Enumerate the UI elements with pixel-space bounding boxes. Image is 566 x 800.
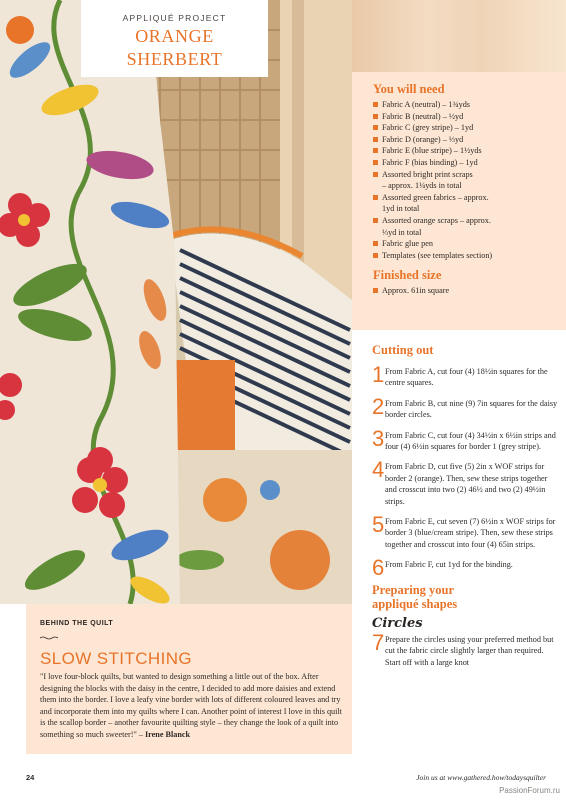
step-2 (372, 393, 560, 421)
list-item: Approx. 61in square (373, 285, 563, 297)
title-block (81, 0, 268, 77)
step-text: From Fabric D, cut five (5) 2in x WOF strips for border 2 (orange). Then, sew these strips together and crosscut into two (2) 46½ and two (2) 49½in strips. (385, 462, 548, 506)
step-4 (372, 457, 560, 507)
circles-subheading: Circles (372, 615, 423, 631)
step-number: 4 (372, 457, 385, 483)
behind-the-quilt-box (26, 604, 352, 754)
list-item-continued: ⅓yd in total (382, 227, 422, 237)
slow-stitching-heading: SLOW STITCHING (40, 649, 192, 668)
list-item: Assorted bright print scraps (373, 169, 563, 181)
step-number: 6 (372, 555, 385, 581)
step-number: 7 (372, 629, 385, 655)
step-text: From Fabric C, cut four (4) 34½in x 6½in strips and four (4) 6½in squares for border 1 (grey stripe). (385, 430, 556, 452)
preparing-heading-line1: Preparing your (372, 582, 455, 597)
list-item: Fabric glue pen (373, 238, 563, 250)
finished-size-heading: Finished size (373, 268, 442, 283)
designer-quote (40, 671, 346, 741)
step-3 (372, 425, 560, 453)
background-curtain (352, 0, 566, 72)
page-footer (26, 773, 546, 785)
step-number: 1 (372, 362, 385, 387)
page-number: 24 (26, 773, 35, 782)
list-item: Templates (see templates section) (373, 250, 563, 262)
quote-text: "I love four-block quilts, but wanted to design something a little out of the box. After designing the blocks with the daisy in the centre, I decided to add more daisies and extend them into the border. I love a leafy vine border with lots of different coloured leaves and try and incorporate them into my quilts where I can. Another point of interest I love in this quilt is the scallop border – another favourite quilting style – they change the look of a quilt into something so much sweeter!" – (40, 672, 342, 739)
step-number: 2 (372, 393, 385, 419)
list-item: Fabric D (orange) – ⅓yd (373, 134, 563, 146)
list-item: Assorted green fabrics – approx. (373, 192, 563, 204)
materials-list (373, 99, 563, 261)
list-item: Fabric A (neutral) – 1¾yds (373, 99, 563, 111)
watermark: PassionForum.ru (499, 786, 560, 795)
finished-size-list (373, 285, 563, 297)
step-6 (372, 555, 560, 581)
step-text: From Fabric E, cut seven (7) 6½in x WOF strips for border 3 (blue/cream stripe). Then, sew these strips together and crosscut into four (4) 65in strips. (385, 517, 556, 549)
materials-panel (352, 0, 566, 330)
project-title-line1: ORANGE (135, 26, 214, 46)
step-5 (372, 512, 560, 550)
quote-author: Irene Blanck (144, 729, 191, 739)
cutting-out-section (372, 343, 560, 668)
step-7 (372, 629, 560, 668)
step-text: Prepare the circles using your preferred method but cut the fabric circle slightly larger than required. Start off with a large knot (385, 634, 554, 667)
list-item-continued: – approx. 1¼yds in total (382, 181, 462, 191)
list-item: Fabric B (neutral) – ½yd (373, 111, 563, 123)
step-1 (372, 362, 560, 389)
list-item-continued: 1yd in total (382, 204, 420, 214)
list-item: Fabric C (grey stripe) – 1yd (373, 122, 563, 134)
behind-the-quilt-label: BEHIND THE QUILT (40, 620, 114, 627)
project-kicker: APPLIQUÉ PROJECT (122, 13, 227, 23)
cutting-out-heading: Cutting out (372, 343, 434, 357)
quilt-photo (0, 0, 352, 604)
signature-squiggle-icon (40, 636, 58, 640)
list-item: Assorted orange scraps – approx. (373, 215, 563, 227)
preparing-heading-line2: appliqué shapes (372, 596, 458, 611)
project-title-line2: SHERBERT (126, 49, 223, 69)
step-number: 3 (372, 425, 385, 451)
step-text: From Fabric A, cut four (4) 18½in squares for the centre squares. (385, 367, 548, 388)
preparing-heading (372, 583, 560, 611)
join-us-link[interactable]: Join us at www.gathered.how/todaysquilter (416, 773, 546, 782)
step-number: 5 (372, 512, 385, 538)
list-item: Fabric F (bias binding) – 1yd (373, 157, 563, 169)
step-text: From Fabric F, cut 1yd for the binding. (385, 560, 513, 570)
step-text: From Fabric B, cut nine (9) 7in squares for the daisy border circles. (385, 398, 558, 420)
list-item: Fabric E (blue stripe) – 1½yds (373, 145, 563, 157)
you-will-need-heading: You will need (373, 82, 445, 96)
